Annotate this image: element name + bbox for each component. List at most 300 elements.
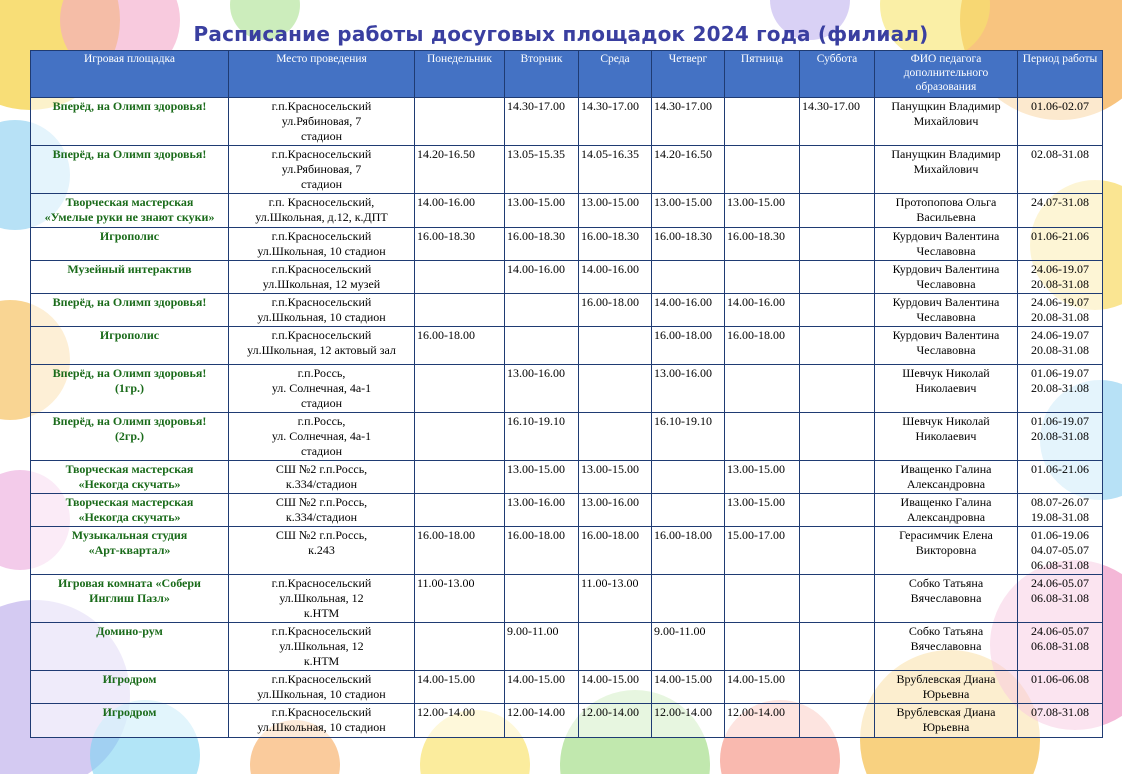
tuesday-cell: [505, 575, 579, 623]
thursday-cell: [652, 365, 725, 413]
wednesday-cell: [579, 228, 652, 261]
monday-cell-text: 14.00-16.00: [417, 195, 475, 209]
location-cell: [229, 575, 415, 623]
venue-name-cell: [31, 575, 229, 623]
period-cell: [1018, 294, 1103, 327]
venue-name-cell-text: Музыкальная студия «Арт-квартал»: [71, 528, 188, 557]
period-cell-text: 24.07-31.08: [1031, 195, 1089, 209]
period-cell: [1018, 671, 1103, 704]
monday-cell-text: 16.00-18.30: [417, 229, 475, 243]
venue-name-cell: [31, 704, 229, 738]
col-header-teacher: ФИО педагога дополнительного образования: [875, 51, 1018, 98]
venue-name-cell-text: Игровая комната «Собери Инглиш Пазл»: [58, 576, 201, 605]
venue-name-cell-text: Игродром: [102, 672, 157, 686]
period-cell-text: 01.06-21.06: [1031, 229, 1089, 243]
location-cell-text: г.п.Красносельский ул.Школьная, 10 стадион: [257, 295, 386, 324]
tuesday-cell-text: 14.30-17.00: [507, 99, 565, 113]
thursday-cell-text: 12.00-14.00: [654, 705, 712, 719]
thursday-cell-text: 9.00-11.00: [654, 624, 706, 638]
tuesday-cell-text: 13.05-15.35: [507, 147, 565, 161]
teacher-cell-text: Протопопова Ольга Васильевна: [895, 195, 997, 224]
venue-name-cell-text: Творческая мастерская «Умелые руки не знают скуки»: [44, 195, 215, 224]
thursday-cell: [652, 623, 725, 671]
teacher-cell: [875, 671, 1018, 704]
tuesday-cell-text: 16.10-19.10: [507, 414, 565, 428]
location-cell-text: СШ №2 г.п.Россь, к.334/стадион: [275, 462, 368, 491]
monday-cell-text: 12.00-14.00: [417, 705, 475, 719]
location-cell: [229, 146, 415, 194]
tuesday-cell: [505, 365, 579, 413]
table-row: [31, 365, 1103, 413]
friday-cell-text: 13.00-15.00: [727, 495, 785, 509]
friday-cell: [725, 261, 800, 294]
thursday-cell: [652, 228, 725, 261]
tuesday-cell-text: 16.00-18.00: [507, 528, 565, 542]
tuesday-cell-text: 13.00-16.00: [507, 495, 565, 509]
wednesday-cell-text: 14.30-17.00: [581, 99, 639, 113]
friday-cell: [725, 327, 800, 365]
period-cell-text: 07.08-31.08: [1031, 705, 1089, 719]
saturday-cell: [800, 671, 875, 704]
venue-name-cell-text: Вперёд, на Олимп здоровья!: [52, 295, 207, 309]
table-row: [31, 413, 1103, 461]
saturday-cell: [800, 494, 875, 527]
period-cell: [1018, 494, 1103, 527]
wednesday-cell: [579, 704, 652, 738]
teacher-cell-text: Шевчук Николай Николаевич: [902, 414, 990, 443]
venue-name-cell: [31, 623, 229, 671]
col-header-tuesday: Вторник: [505, 51, 579, 98]
teacher-cell-text: Иващенко Галина Александровна: [900, 495, 992, 524]
monday-cell-text: 14.20-16.50: [417, 147, 475, 161]
table-row: [31, 327, 1103, 365]
venue-name-cell: [31, 365, 229, 413]
teacher-cell-text: Врублевская Диана Юрьевна: [896, 705, 996, 734]
location-cell-text: г.п.Красносельский ул.Школьная, 10 стадион: [257, 672, 386, 701]
wednesday-cell: [579, 623, 652, 671]
tuesday-cell-text: 13.00-16.00: [507, 366, 565, 380]
friday-cell-text: 16.00-18.30: [727, 229, 785, 243]
location-cell-text: СШ №2 г.п.Россь, к.334/стадион: [275, 495, 368, 524]
friday-cell-text: 14.00-16.00: [727, 295, 785, 309]
tuesday-cell: [505, 228, 579, 261]
monday-cell: [415, 194, 505, 228]
wednesday-cell: [579, 494, 652, 527]
wednesday-cell-text: 13.00-16.00: [581, 495, 639, 509]
teacher-cell: [875, 461, 1018, 494]
thursday-cell: [652, 494, 725, 527]
location-cell: [229, 494, 415, 527]
saturday-cell-text: 14.30-17.00: [802, 99, 860, 113]
wednesday-cell: [579, 461, 652, 494]
tuesday-cell: [505, 194, 579, 228]
period-cell-text: 02.08-31.08: [1031, 147, 1089, 161]
table-row: [31, 461, 1103, 494]
saturday-cell: [800, 575, 875, 623]
venue-name-cell: [31, 228, 229, 261]
saturday-cell: [800, 327, 875, 365]
teacher-cell-text: Курдович Валентина Чеславовна: [892, 328, 1000, 357]
tuesday-cell: [505, 261, 579, 294]
thursday-cell: [652, 294, 725, 327]
friday-cell: [725, 494, 800, 527]
teacher-cell-text: Курдович Валентина Чеславовна: [892, 262, 1000, 291]
wednesday-cell: [579, 413, 652, 461]
col-header-wednesday: Среда: [579, 51, 652, 98]
table-row: [31, 671, 1103, 704]
col-header-location: Место проведения: [229, 51, 415, 98]
wednesday-cell: [579, 575, 652, 623]
tuesday-cell-text: 13.00-15.00: [507, 195, 565, 209]
location-cell-text: г.п.Красносельский ул.Школьная, 12 музей: [262, 262, 381, 291]
venue-name-cell: [31, 261, 229, 294]
wednesday-cell-text: 11.00-13.00: [581, 576, 639, 590]
period-cell-text: 24.06-19.07 20.08-31.08: [1031, 295, 1089, 324]
saturday-cell: [800, 294, 875, 327]
venue-name-cell-text: Вперёд, на Олимп здоровья! (1гр.): [52, 366, 207, 395]
thursday-cell-text: 14.20-16.50: [654, 147, 712, 161]
location-cell: [229, 623, 415, 671]
teacher-cell-text: Курдович Валентина Чеславовна: [892, 295, 1000, 324]
thursday-cell: [652, 261, 725, 294]
wednesday-cell-text: 14.00-15.00: [581, 672, 639, 686]
venue-name-cell: [31, 146, 229, 194]
monday-cell: [415, 146, 505, 194]
tuesday-cell: [505, 671, 579, 704]
teacher-cell-text: Собко Татьяна Вячеславовна: [908, 624, 984, 653]
saturday-cell: [800, 527, 875, 575]
teacher-cell-text: Панущкин Владимир Михайлович: [891, 147, 1001, 176]
thursday-cell: [652, 327, 725, 365]
thursday-cell-text: 16.00-18.00: [654, 528, 712, 542]
saturday-cell: [800, 98, 875, 146]
location-cell: [229, 261, 415, 294]
period-cell-text: 24.06-19.07 20.08-31.08: [1031, 328, 1089, 357]
thursday-cell-text: 14.00-16.00: [654, 295, 712, 309]
col-header-saturday: Суббота: [800, 51, 875, 98]
tuesday-cell-text: 16.00-18.30: [507, 229, 565, 243]
period-cell-text: 24.06-05.07 06.08-31.08: [1031, 624, 1089, 653]
teacher-cell-text: Панущкин Владимир Михайлович: [891, 99, 1001, 128]
table-row: [31, 527, 1103, 575]
wednesday-cell-text: 13.00-15.00: [581, 462, 639, 476]
location-cell: [229, 294, 415, 327]
period-cell: [1018, 327, 1103, 365]
location-cell: [229, 461, 415, 494]
wednesday-cell: [579, 98, 652, 146]
tuesday-cell-text: 13.00-15.00: [507, 462, 565, 476]
col-header-venue: Игровая площадка: [31, 51, 229, 98]
teacher-cell: [875, 228, 1018, 261]
location-cell: [229, 327, 415, 365]
teacher-cell: [875, 494, 1018, 527]
tuesday-cell: [505, 327, 579, 365]
period-cell-text: 01.06-21.06: [1031, 462, 1089, 476]
header-row: [31, 51, 1103, 98]
monday-cell: [415, 461, 505, 494]
monday-cell: [415, 294, 505, 327]
teacher-cell: [875, 146, 1018, 194]
wednesday-cell-text: 13.00-15.00: [581, 195, 639, 209]
location-cell-text: г.п.Красносельский ул.Школьная, 12 к.НТМ: [271, 624, 372, 668]
venue-name-cell-text: Игродром: [102, 705, 157, 719]
saturday-cell: [800, 365, 875, 413]
venue-name-cell: [31, 98, 229, 146]
location-cell-text: г.п.Красносельский ул.Рябиновая, 7 стадион: [271, 99, 372, 143]
location-cell-text: г.п. Красносельский, ул.Школьная, д.12, к.ДПТ: [255, 195, 388, 224]
table-row: [31, 575, 1103, 623]
period-cell-text: 01.06-19.06 04.07-05.07 06.08-31.08: [1031, 528, 1089, 572]
friday-cell: [725, 527, 800, 575]
period-cell-text: 01.06-19.07 20.08-31.08: [1031, 366, 1089, 395]
venue-name-cell: [31, 461, 229, 494]
location-cell-text: г.п.Красносельский ул.Школьная, 12 актовый зал: [247, 328, 396, 357]
wednesday-cell: [579, 327, 652, 365]
saturday-cell: [800, 704, 875, 738]
table-row: [31, 194, 1103, 228]
thursday-cell-text: 13.00-15.00: [654, 195, 712, 209]
friday-cell: [725, 575, 800, 623]
wednesday-cell: [579, 146, 652, 194]
period-cell: [1018, 527, 1103, 575]
friday-cell: [725, 413, 800, 461]
location-cell-text: г.п.Красносельский ул.Школьная, 10 стадион: [257, 229, 386, 258]
tuesday-cell-text: 9.00-11.00: [507, 624, 559, 638]
wednesday-cell: [579, 194, 652, 228]
period-cell-text: 24.06-05.07 06.08-31.08: [1031, 576, 1089, 605]
venue-name-cell-text: Вперёд, на Олимп здоровья!: [52, 147, 207, 161]
monday-cell: [415, 704, 505, 738]
tuesday-cell: [505, 527, 579, 575]
location-cell: [229, 228, 415, 261]
monday-cell: [415, 413, 505, 461]
wednesday-cell: [579, 261, 652, 294]
col-header-period: Период работы: [1018, 51, 1103, 98]
saturday-cell: [800, 228, 875, 261]
teacher-cell: [875, 294, 1018, 327]
teacher-cell: [875, 575, 1018, 623]
saturday-cell: [800, 261, 875, 294]
thursday-cell: [652, 98, 725, 146]
teacher-cell: [875, 261, 1018, 294]
wednesday-cell-text: 16.00-18.00: [581, 528, 639, 542]
wednesday-cell-text: 16.00-18.00: [581, 295, 639, 309]
location-cell: [229, 413, 415, 461]
venue-name-cell: [31, 294, 229, 327]
tuesday-cell: [505, 623, 579, 671]
friday-cell: [725, 194, 800, 228]
monday-cell: [415, 365, 505, 413]
thursday-cell: [652, 527, 725, 575]
monday-cell: [415, 228, 505, 261]
period-cell: [1018, 98, 1103, 146]
thursday-cell: [652, 671, 725, 704]
friday-cell-text: 13.00-15.00: [727, 462, 785, 476]
tuesday-cell: [505, 461, 579, 494]
friday-cell: [725, 98, 800, 146]
col-header-monday: Понедельник: [415, 51, 505, 98]
thursday-cell-text: 16.00-18.00: [654, 328, 712, 342]
tuesday-cell: [505, 413, 579, 461]
period-cell: [1018, 365, 1103, 413]
wednesday-cell: [579, 365, 652, 413]
location-cell: [229, 365, 415, 413]
wednesday-cell: [579, 294, 652, 327]
thursday-cell-text: 16.00-18.30: [654, 229, 712, 243]
monday-cell: [415, 494, 505, 527]
location-cell: [229, 704, 415, 738]
tuesday-cell: [505, 294, 579, 327]
wednesday-cell: [579, 671, 652, 704]
teacher-cell: [875, 98, 1018, 146]
friday-cell: [725, 294, 800, 327]
venue-name-cell-text: Творческая мастерская «Некогда скучать»: [65, 495, 194, 524]
thursday-cell-text: 14.00-15.00: [654, 672, 712, 686]
friday-cell-text: 15.00-17.00: [727, 528, 785, 542]
location-cell-text: г.п.Красносельский ул.Рябиновая, 7 стадион: [271, 147, 372, 191]
location-cell: [229, 527, 415, 575]
tuesday-cell: [505, 146, 579, 194]
period-cell-text: 08.07-26.07 19.08-31.08: [1031, 495, 1089, 524]
location-cell: [229, 194, 415, 228]
monday-cell: [415, 575, 505, 623]
friday-cell-text: 13.00-15.00: [727, 195, 785, 209]
venue-name-cell-text: Вперёд, на Олимп здоровья!: [52, 99, 207, 113]
period-cell: [1018, 261, 1103, 294]
teacher-cell-text: Шевчук Николай Николаевич: [902, 366, 990, 395]
thursday-cell-text: 16.10-19.10: [654, 414, 712, 428]
teacher-cell-text: Иващенко Галина Александровна: [900, 462, 992, 491]
period-cell: [1018, 413, 1103, 461]
table-row: [31, 294, 1103, 327]
teacher-cell: [875, 704, 1018, 738]
thursday-cell-text: 14.30-17.00: [654, 99, 712, 113]
wednesday-cell-text: 14.05-16.35: [581, 147, 639, 161]
friday-cell: [725, 365, 800, 413]
page-title: Расписание работы досуговых площадок 2024 года (филиал): [193, 22, 929, 46]
friday-cell-text: 12.00-14.00: [727, 705, 785, 719]
venue-name-cell: [31, 327, 229, 365]
table-row: [31, 98, 1103, 146]
table-row: [31, 146, 1103, 194]
schedule-table: [30, 50, 1103, 738]
location-cell-text: г.п.Россь, ул. Солнечная, 4а-1 стадион: [271, 366, 372, 410]
table-row: [31, 704, 1103, 738]
tuesday-cell-text: 14.00-16.00: [507, 262, 565, 276]
thursday-cell: [652, 461, 725, 494]
period-cell: [1018, 194, 1103, 228]
thursday-cell: [652, 413, 725, 461]
friday-cell: [725, 461, 800, 494]
monday-cell-text: 14.00-15.00: [417, 672, 475, 686]
venue-name-cell-text: Творческая мастерская «Некогда скучать»: [65, 462, 194, 491]
teacher-cell: [875, 365, 1018, 413]
wednesday-cell-text: 14.00-16.00: [581, 262, 639, 276]
friday-cell: [725, 146, 800, 194]
venue-name-cell-text: Игрополис: [99, 229, 160, 243]
teacher-cell-text: Собко Татьяна Вячеславовна: [908, 576, 984, 605]
thursday-cell: [652, 704, 725, 738]
venue-name-cell-text: Домино-рум: [96, 624, 163, 638]
thursday-cell: [652, 575, 725, 623]
monday-cell-text: 16.00-18.00: [417, 328, 475, 342]
teacher-cell: [875, 194, 1018, 228]
teacher-cell: [875, 623, 1018, 671]
tuesday-cell: [505, 704, 579, 738]
tuesday-cell: [505, 98, 579, 146]
friday-cell: [725, 704, 800, 738]
monday-cell: [415, 261, 505, 294]
venue-name-cell-text: Музейный интерактив: [67, 262, 192, 276]
teacher-cell-text: Герасимчик Елена Викторовна: [899, 528, 993, 557]
location-cell-text: г.п.Россь, ул. Солнечная, 4а-1 стадион: [271, 414, 372, 458]
venue-name-cell: [31, 671, 229, 704]
tuesday-cell-text: 14.00-15.00: [507, 672, 565, 686]
venue-name-cell: [31, 527, 229, 575]
monday-cell: [415, 327, 505, 365]
location-cell: [229, 98, 415, 146]
thursday-cell: [652, 194, 725, 228]
tuesday-cell: [505, 494, 579, 527]
monday-cell: [415, 671, 505, 704]
friday-cell: [725, 623, 800, 671]
thursday-cell-text: 13.00-16.00: [654, 366, 712, 380]
venue-name-cell-text: Вперёд, на Олимп здоровья! (2гр.): [52, 414, 207, 443]
teacher-cell: [875, 413, 1018, 461]
monday-cell-text: 16.00-18.00: [417, 528, 475, 542]
period-cell: [1018, 146, 1103, 194]
thursday-cell: [652, 146, 725, 194]
wednesday-cell: [579, 527, 652, 575]
monday-cell-text: 11.00-13.00: [417, 576, 475, 590]
venue-name-cell-text: Игрополис: [99, 328, 160, 342]
venue-name-cell: [31, 194, 229, 228]
period-cell-text: 01.06-02.07: [1031, 99, 1089, 113]
period-cell-text: 24.06-19.07 20.08-31.08: [1031, 262, 1089, 291]
friday-cell: [725, 228, 800, 261]
period-cell: [1018, 461, 1103, 494]
teacher-cell-text: Врублевская Диана Юрьевна: [896, 672, 996, 701]
period-cell-text: 01.06-06.08: [1031, 672, 1089, 686]
period-cell: [1018, 704, 1103, 738]
table-row: [31, 228, 1103, 261]
venue-name-cell: [31, 413, 229, 461]
teacher-cell: [875, 327, 1018, 365]
tuesday-cell-text: 12.00-14.00: [507, 705, 565, 719]
period-cell-text: 01.06-19.07 20.08-31.08: [1031, 414, 1089, 443]
teacher-cell-text: Курдович Валентина Чеславовна: [892, 229, 1000, 258]
table-row: [31, 261, 1103, 294]
location-cell-text: г.п.Красносельский ул.Школьная, 10 стадион: [257, 705, 386, 734]
saturday-cell: [800, 413, 875, 461]
saturday-cell: [800, 146, 875, 194]
monday-cell: [415, 623, 505, 671]
table-row: [31, 494, 1103, 527]
venue-name-cell: [31, 494, 229, 527]
saturday-cell: [800, 461, 875, 494]
saturday-cell: [800, 194, 875, 228]
friday-cell: [725, 671, 800, 704]
monday-cell: [415, 527, 505, 575]
saturday-cell: [800, 623, 875, 671]
monday-cell: [415, 98, 505, 146]
table-row: [31, 623, 1103, 671]
location-cell: [229, 671, 415, 704]
period-cell: [1018, 623, 1103, 671]
col-header-friday: Пятница: [725, 51, 800, 98]
friday-cell-text: 14.00-15.00: [727, 672, 785, 686]
friday-cell-text: 16.00-18.00: [727, 328, 785, 342]
